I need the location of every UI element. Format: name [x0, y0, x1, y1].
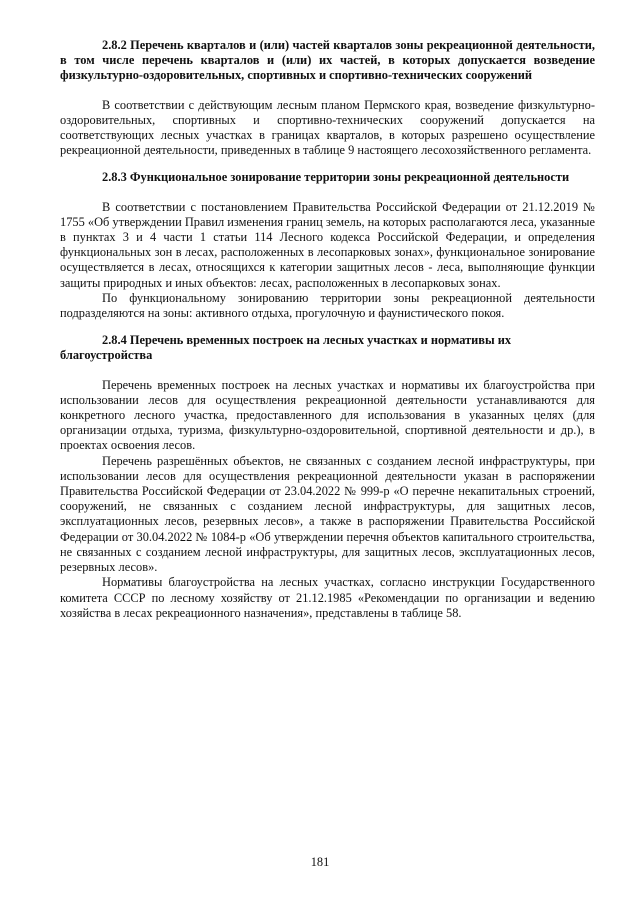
section-heading-2-8-2: 2.8.2 Перечень кварталов и (или) частей кварталов зоны рекреационной деятельности, в том числе перечень кварталов и (или) их частей, в которых допускается возведение физкультурно-оздоровительных, спортивных и спортивно-технических сооружений [60, 38, 595, 83]
section-heading-2-8-3: 2.8.3 Функциональное зонирование территории зоны рекреационной деятельности [102, 170, 570, 185]
paragraph: Перечень разрешённых объектов, не связанных с созданием лесной инфраструктуры, при использовании лесов для осуществления рекреационной деятельности указан в распоряжении Правительства Российской Федерации от 23.04.2022 № 999-р «О перечне некапитальных строений, сооружений, не связанных с созданием лесной инфраструктуры, для защитных лесов, эксплуатационных лесов, резервных лесов», а также в распоряжении Правительства Российской Федерации от 30.04.2022 № 1084-р «Об утверждении перечня объектов капитального строительства, не связанных с созданием лесной инфраструктуры, для защитных лесов, эксплуатационных лесов, резервных лесов». [60, 453, 595, 575]
section-heading-2-8-4: 2.8.4 Перечень временных построек на лесных участках и нормативы их благоустройства [60, 333, 512, 363]
page-number: 181 [310, 855, 330, 869]
paragraph: По функциональному зонированию территории зоны рекреационной деятельности подразделяются на зоны: активного отдыха, прогулочную и фаунистического покоя. [60, 290, 595, 321]
document-page [60, 38, 595, 621]
paragraph: В соответствии с постановлением Правительства Российской Федерации от 21.12.2019 № 1755 «Об утверждении Правил изменения границ земель, на которых располагаются леса, указанные в пунктах 3 и 4 части 1 статьи 114 Лесного кодекса Российской Федерации, и определения функциональных зон в лесах, расположенных в лесопарковых зонах», функциональное зонирование осуществляется в лесах, относящихся к категории защитных лесов - леса, выполняющие функции защиты природных и иных объектов: лесах, расположенных в лесопарковых зонах. [60, 199, 596, 290]
paragraph: Нормативы благоустройства на лесных участках, согласно инструкции Государственного комитета СССР по лесному хозяйству от 21.12.1985 «Рекомендации по организации и ведению хозяйства в лесах рекреационного назначения», представлены в таблице 58. [60, 575, 595, 620]
paragraph: Перечень временных построек на лесных участках и нормативы их благоустройства при использовании лесов для осуществления рекреационной деятельности устанавливаются для конкретного лесного участка, предоставленного для использования в указанных целях (для организации отдыха, туризма, физкультурно-оздоровительной, спортивной деятельности и др.), в проектах освоения лесов. [60, 377, 595, 453]
paragraph: В соответствии с действующим лесным планом Пермского края, возведение физкультурно-оздоровительных, спортивных и спортивно-технических сооружений допускается на соответствующих лесных участках в границах кварталов, в которых разрешено осуществление рекреационной деятельности, приведенных в таблице 9 настоящего лесохозяйственного регламента. [60, 97, 595, 158]
